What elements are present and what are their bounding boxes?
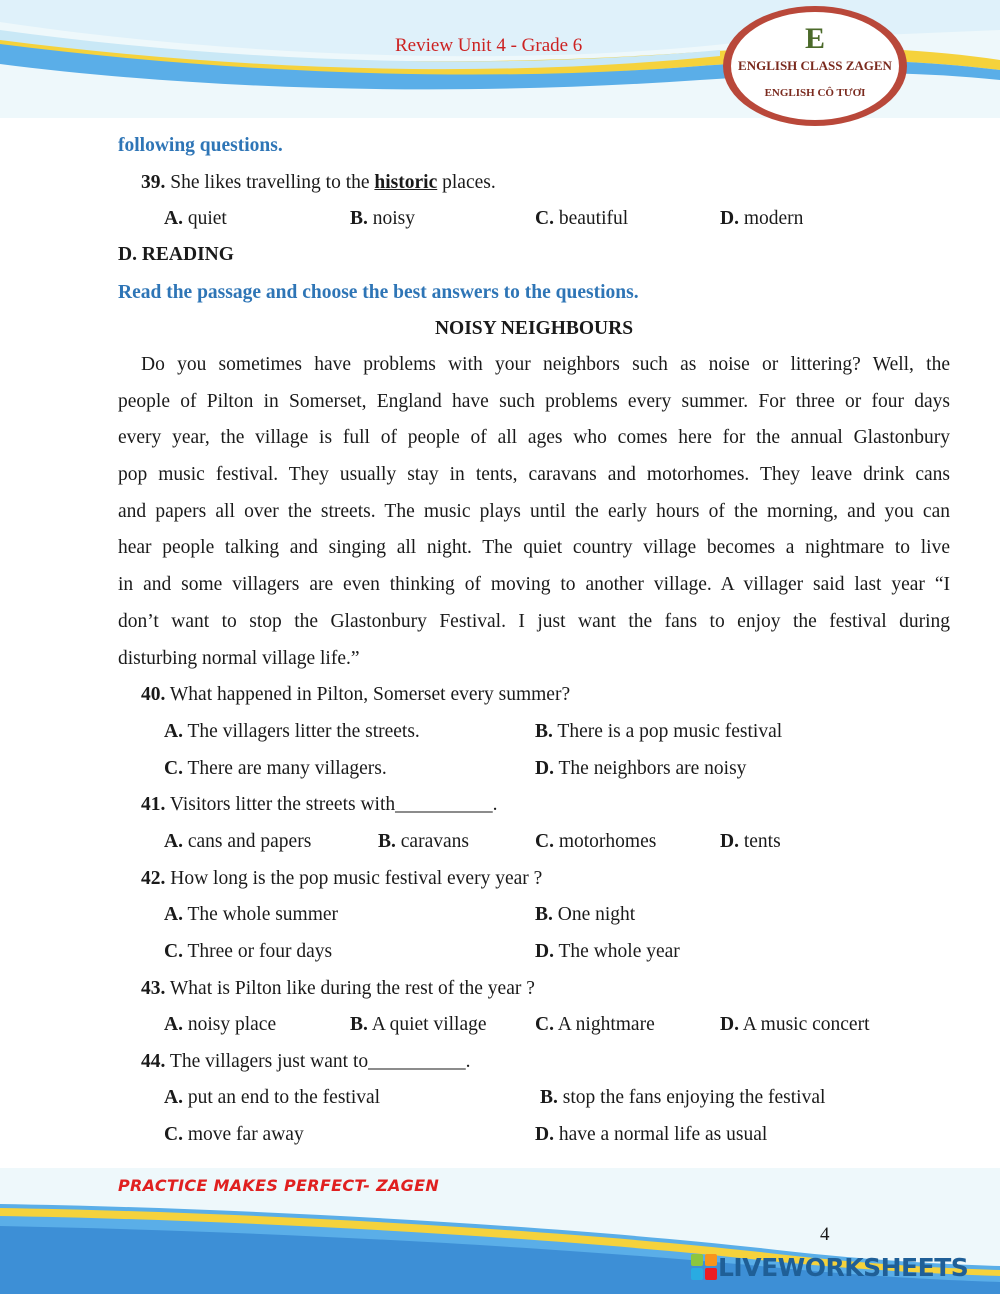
liveworksheets-icon [690,1253,718,1281]
section-instruction-tail: following questions. [118,135,283,156]
logo-name: ENGLISH CLASS ZAGEN [738,58,892,73]
logo-letter: E [804,22,826,55]
liveworksheets-wordmark: LIVEWORKSHEETS [718,1252,969,1282]
reading-passage [118,353,950,683]
section-heading-reading: D. READING [118,244,234,265]
option-43-a[interactable]: A. noisy place [164,1014,277,1035]
passage-line: every year, the village is full of people of all ages who comes here for the annual Glastonbury [118,427,950,449]
question-number: 39. [141,172,166,193]
header-title: Review Unit 4 - Grade 6 [395,35,583,56]
passage-line: and papers all over the streets. The music plays until the early hours of the morning, and you can [118,500,950,522]
passage-line: don’t want to stop the Glastonbury Festival. I just want the fans to enjoy the festival during [118,610,950,632]
option-40-c[interactable]: C. There are many villagers. [164,758,387,779]
option-41-a[interactable]: A. cans and papers [164,831,312,852]
option-42-c[interactable]: C. Three or four days [164,941,333,962]
option-41-c[interactable]: C. motorhomes [535,831,657,852]
page-number: 4 [820,1224,830,1245]
reading-instruction: Read the passage and choose the best answers to the questions. [118,282,639,303]
passage-line: people of Pilton in Somerset, England have such problems every summer. For three or four days [118,390,950,412]
option-40-b[interactable]: B. There is a pop music festival [535,721,783,742]
question-keyword: historic [374,172,438,193]
option-43-b[interactable]: B. A quiet village [350,1014,487,1035]
option-39-a[interactable]: A. quiet [164,208,227,229]
option-42-b[interactable]: B. One night [535,904,636,925]
option-41-b[interactable]: B. caravans [378,831,469,852]
question-41: 41. Visitors litter the streets with__________. [141,794,498,815]
question-42: 42. How long is the pop music festival every year ? [141,868,543,889]
option-44-c[interactable]: C. move far away [164,1124,304,1145]
option-44-b[interactable]: B. stop the fans enjoying the festival [540,1087,826,1108]
question-39 [141,171,496,195]
option-39-d[interactable]: D. modern [720,208,804,229]
option-44-a[interactable]: A. put an end to the festival [164,1087,381,1108]
option-39-c[interactable]: C. beautiful [535,208,629,229]
liveworksheets-brand[interactable] [690,1251,968,1283]
option-40-d[interactable]: D. The neighbors are noisy [535,758,747,779]
option-43-d[interactable]: D. A music concert [720,1014,870,1035]
option-41-d[interactable]: D. tents [720,831,781,852]
question-43: 43. What is Pilton like during the rest of the year ? [141,978,535,999]
passage-line: in and some villagers are even thinking of moving to another village. A villager said last year “I [118,574,950,596]
footer-slogan: PRACTICE MAKES PERFECT- ZAGEN [118,1176,440,1195]
passage-title: NOISY NEIGHBOURS [434,318,634,339]
option-43-c[interactable]: C. A nightmare [535,1014,655,1035]
question-text-before: She likes travelling to the [170,172,375,193]
option-44-d[interactable]: D. have a normal life as usual [535,1124,768,1145]
question-text-after: places. [437,172,496,193]
option-39-b[interactable]: B. noisy [350,208,416,229]
question-44: 44. The villagers just want to__________. [141,1051,471,1072]
option-40-a[interactable]: A. The villagers litter the streets. [164,721,420,742]
passage-line: disturbing normal village life.” [118,647,360,669]
passage-line: Do you sometimes have problems with your neighbors such as noise or littering? Well, the [141,354,950,375]
question-40: 40. What happened in Pilton, Somerset every summer? [141,684,571,705]
logo-tagline: ENGLISH CÔ TƯƠI [764,87,866,99]
passage-line: hear people talking and singing all night. The quiet country village becomes a nightmare to live [118,537,950,559]
option-42-a[interactable]: A. The whole summer [164,904,339,925]
option-42-d[interactable]: D. The whole year [535,941,680,962]
passage-line: pop music festival. They usually stay in tents, caravans and motorhomes. They leave drink cans [118,464,950,486]
